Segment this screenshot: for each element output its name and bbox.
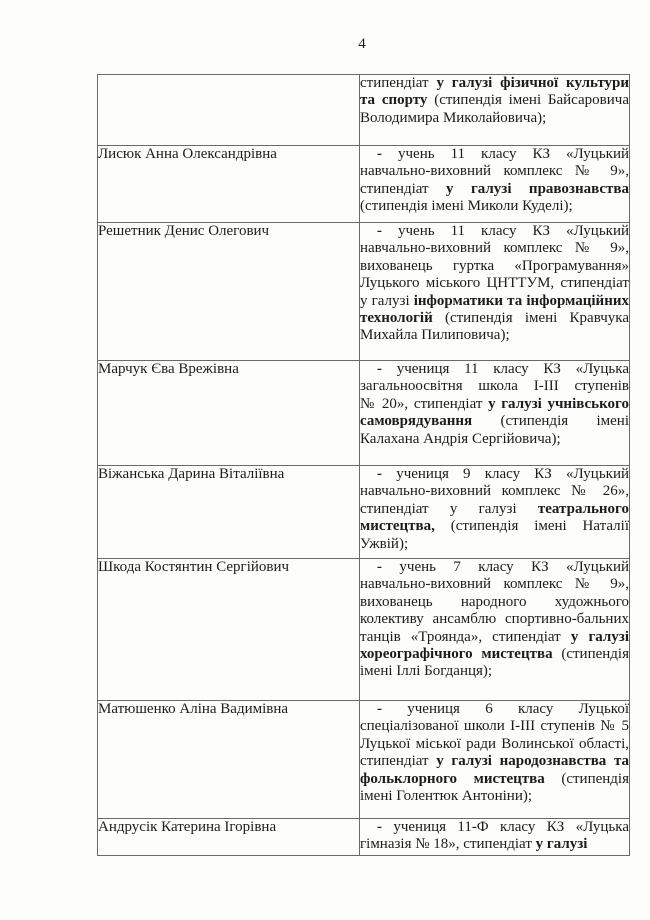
table-row — [98, 559, 630, 701]
description-cell — [360, 146, 630, 223]
description-text: - учениця 6 класу Луцької спеціалізованої школи І-ІІІ ступенів № 5 Луцької міської ради Волинської області, стипендіат у галузі народознавства та фольклорного мистецтва (стипендія імені Голентюк Антоніни); — [360, 701, 630, 805]
page-number: 4 — [358, 36, 366, 52]
table-row — [98, 75, 630, 146]
description-cell — [360, 559, 630, 701]
table-row — [98, 466, 630, 559]
stipend-table — [97, 74, 630, 856]
student-name-cell: Віжанська Дарина Віталіївна — [98, 466, 360, 559]
stipend-table-body — [98, 75, 630, 856]
student-name-cell: Лисюк Анна Олександрівна — [98, 146, 360, 223]
student-name-cell: Решетник Денис Олегович — [98, 223, 360, 361]
table-row — [98, 361, 630, 466]
table-row — [98, 819, 630, 856]
table-row — [98, 701, 630, 819]
table-row — [98, 223, 630, 361]
description-cell — [360, 701, 630, 819]
description-text: - учень 11 класу КЗ «Луцький навчально-виховний комплекс № 9», стипендіат у галузі правознавства (стипендія імені Миколи Куделі); — [360, 146, 629, 215]
student-name-cell: Матюшенко Аліна Вадимівна — [98, 701, 360, 819]
description-cell — [360, 75, 630, 146]
description-text: - учень 11 класу КЗ «Луцький навчально-виховний комплекс № 9», вихованець гуртка «Програмування» Луцького міського ЦНТТУМ, стипендіат у галузі інформатики та інформаційних технологій (стипендія імені Кравчука Михайла Пилиповича); — [360, 223, 629, 344]
student-name-cell: Андрусік Катерина Ігорівна — [98, 819, 360, 856]
table-row — [98, 146, 630, 223]
description-cell — [360, 223, 630, 361]
description-text: - учень 7 класу КЗ «Луцький навчально-виховний комплекс № 9», вихованець народного художнього колективу ансамблю спортивно-бальних танців «Троянда», стипендіат у галузі хореографічного мистецтва (стипендія імені Іллі Богданця); — [360, 559, 629, 680]
student-name-cell: Марчук Єва Врежівна — [98, 361, 360, 466]
description-cell — [360, 466, 630, 559]
student-name-cell — [98, 75, 360, 146]
description-text: - учениця 11-Ф класу КЗ «Луцька гімназія № 18», стипендіат у галузі — [360, 819, 629, 853]
description-cell — [360, 361, 630, 466]
student-name-cell: Шкода Костянтин Сергійович — [98, 559, 360, 701]
description-text: - учениця 9 класу КЗ «Луцький навчально-виховний комплекс № 26», стипендіат у галузі театрального мистецтва, (стипендія імені Наталії Ужвій); — [360, 466, 630, 552]
description-cell — [360, 819, 630, 856]
description-text: - учениця 11 класу КЗ «Луцька загальноосвітня школа І-ІІІ ступенів № 20», стипендіат у галузі учнівського самоврядування (стипендія імені Калахана Андрія Сергійовича); — [360, 361, 629, 447]
description-text: стипендіат у галузі фізичної культури та спорту (стипендія імені Байсаровича Володимира Миколайовича); — [360, 75, 630, 126]
